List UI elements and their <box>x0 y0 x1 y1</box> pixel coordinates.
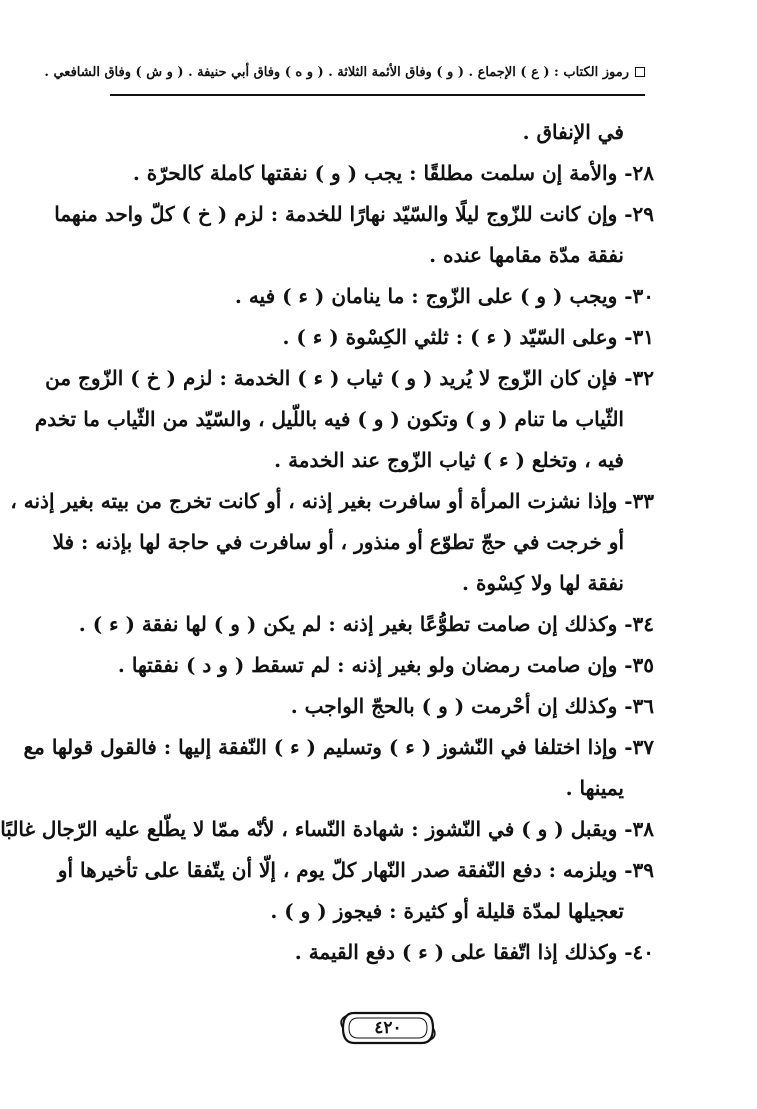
text-line: ٣٦- وكذلك إن أحْرمت ( و ) بالحجّ الواجب . <box>290 694 654 718</box>
text-line: ٢٨- والأمة إن سلمت مطلقًا : يجب ( و ) نفقتها كاملة كالحرّة . <box>132 161 654 185</box>
text-line: نفقة لها ولا كِسْوة . <box>462 571 624 595</box>
book-page <box>2 0 757 1109</box>
header-square-icon <box>635 67 645 77</box>
body-text <box>0 112 654 973</box>
running-header <box>44 58 645 86</box>
text-line: الثّياب ما تنام ( و ) وتكون ( و ) فيه باللّيل ، والسّيّد من الثّياب ما تخدم <box>34 407 624 431</box>
text-line: ٣٧- وإذا اختلفا في النّشوز ( ء ) وتسليم ( ء ) النّفقة إليها : فالقول قولها مع <box>23 735 654 759</box>
text-line: فيه ، وتخلع ( ء ) ثياب الزّوج عند الخدمة . <box>274 448 624 472</box>
text-line: في الإنفاق . <box>522 120 624 144</box>
page-number: ٤٢٠ <box>374 1018 402 1038</box>
text-line: ٣٤- وكذلك إن صامت تطوُّعًا بغير إذنه : لم يكن ( و ) لها نفقة ( ء ) . <box>78 612 654 636</box>
header-text: رموز الكتاب : ( ع ) الإجماع . ( و ) وفاق الأئمة الثلاثة . ( و ه ) وفاق أبي حنيفة . ( و ش ) وفاق الشافعي . <box>44 64 629 80</box>
text-line: ٣٥- وإن صامت رمضان ولو بغير إذنه : لم تسقط ( و د ) نفقتها . <box>117 653 654 677</box>
text-line: ٣١- وعلى السّيّد ( ء ) : ثلثي الكِسْوة ( ء ) . <box>282 325 654 349</box>
text-line: أو خرجت في حجّ تطوّع أو منذور ، أو سافرت في حاجة لها بإذنه : فلا <box>52 530 624 554</box>
text-line: ٤٠- وكذلك إذا اتّفقا على ( ء ) دفع القيمة . <box>294 940 654 964</box>
text-line: ٣٣- وإذا نشزت المرأة أو سافرت بغير إذنه ، أو كانت تخرج من بيته بغير إذنه ، <box>10 489 654 513</box>
text-line: نفقة مدّة مقامها عنده . <box>429 243 624 267</box>
text-line: ٣٠- ويجب ( و ) على الزّوج : ما ينامان ( ء ) فيه . <box>234 284 654 308</box>
text-line: ٣٨- ويقبل ( و ) في النّشوز : شهادة النّساء ، لأنّه ممّا لا يطّلع عليه الرّجال غالبًا <box>0 817 654 841</box>
text-line: ٣٢- فإن كان الزّوج لا يُريد ( و ) ثياب ( ء ) الخدمة : لزم ( خ ) الزّوج من <box>45 366 654 390</box>
header-rule <box>110 94 645 96</box>
text-line: يمينها . <box>565 776 624 800</box>
text-line: ٢٩- وإن كانت للزّوج ليلًا والسّيّد نهارًا للخدمة : لزم ( خ ) كلّ واحد منهما <box>54 202 654 226</box>
text-line: تعجيلها لمدّة قليلة أو كثيرة : فيجوز ( و ) . <box>270 899 624 923</box>
text-line: ٣٩- ويلزمه : دفع النّفقة صدر النّهار كلّ يوم ، إلّا أن يتّفقا على تأخيرها أو <box>57 858 654 882</box>
page-number-badge <box>340 1010 436 1046</box>
